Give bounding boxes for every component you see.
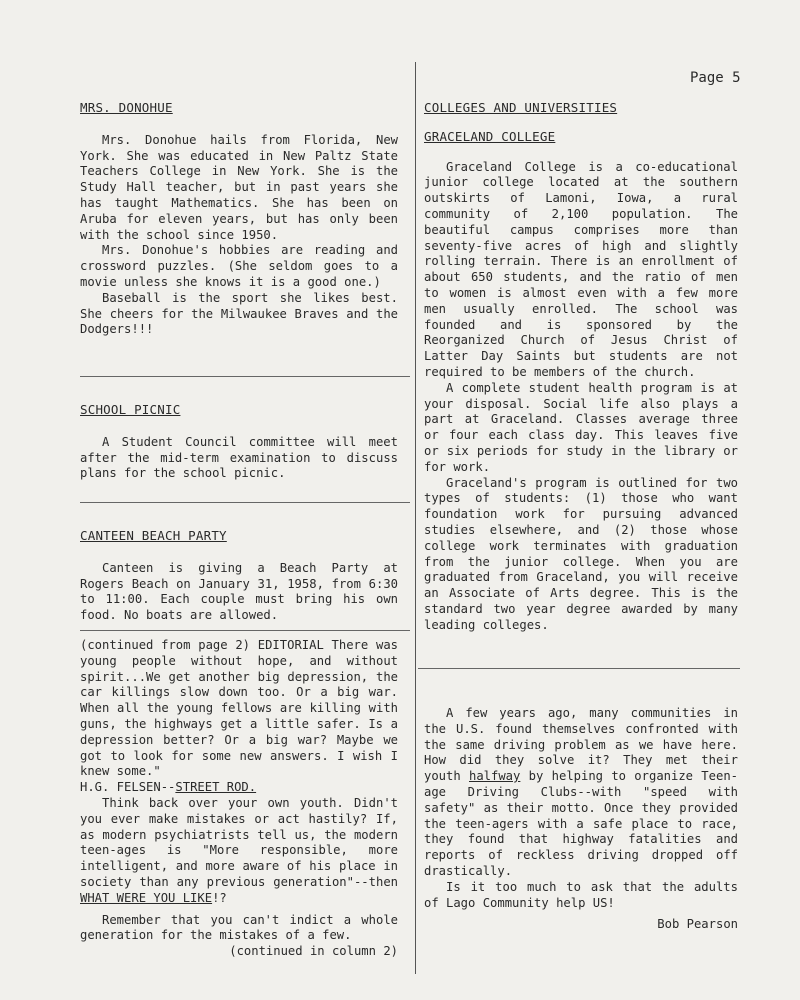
driving-paragraph-2: Is it too much to ask that the adults of Lago Community help US! (424, 879, 738, 910)
driving-signature: Bob Pearson (657, 917, 738, 932)
column-divider (415, 62, 416, 974)
colleges-article (424, 100, 738, 634)
section-rule (80, 502, 410, 503)
graceland-subheading: GRACELAND COLLEGE (424, 128, 556, 144)
editorial-paragraph-3: Remember that you can't indict a whole generation for the mistakes of a few. (80, 912, 398, 943)
credit-title: STREET ROD. (175, 780, 257, 795)
graceland-paragraph-3: Graceland's program is outlined for two types of students: (1) those who want foundation work for pursuing advanced studies elsewhere, and (2) those whose college work terminates with graduation from the junior college. When you are graduated from Graceland, you will receive an Associate of Arts degree. This is the standard two year degree awarded by many leading colleges. (424, 475, 738, 632)
driving-emphasis: halfway (469, 769, 521, 784)
driving-text: A few years ago, many communities in the U.S. found themselves confronted with the same driving problem as we have here. How did they solve it? They met their youth (424, 706, 738, 784)
canteen-article (80, 528, 398, 624)
driving-paragraph-1 (424, 706, 738, 880)
donohue-paragraph-1: Mrs. Donohue hails from Florida, New York. She was educated in New Paltz State Teachers College in New York. She is the Study Hall teacher, but in past years she has taught Mathematics. She has been on Aruba for eleven years, but has only been with the school since 1950. (80, 132, 398, 242)
editorial-paragraph-2 (80, 796, 398, 907)
donohue-heading: MRS. DONOHUE (80, 100, 173, 115)
editorial-emphasis: WHAT WERE YOU LIKE (80, 890, 213, 905)
editorial-text: Think back over your own youth. Didn't you ever make mistakes or act hastily? If, as modern psychiatrists tell us, the modern teen-ages is "More responsible, more intelligent, and more aware of his place in society than any previous generation"--then (80, 795, 398, 889)
editorial-paragraph-1: (continued from page 2) EDITORIAL There was young people without hope, and without spirit...We get another big depression, the car killings slow down too. Or a big war. When all the young fellows are killing with guns, the highways get a little safer. Is a depression better? Or a big war? Maybe we got to look for some new answers. I wish I knew some." (80, 638, 398, 779)
graceland-paragraph-1: Graceland College is a co-educational junior college located at the southern outskirts of Lamoni, Iowa, a rural community of 2,100 population. The beautiful campus comprises more than seventy-five acres of high and slightly rolling terrain. There is an enrollment of about 650 students, and the ratio of men to women is almost even with a few more men usually enrolled. The school was founded and is sponsored by the Reorganized Church of Jesus Christ of Latter Day Saints but students are not required to be members of the church. (424, 159, 738, 379)
driving-article (424, 706, 738, 933)
donohue-article (80, 100, 398, 338)
editorial-continued-note: (continued in column 2) (229, 944, 398, 959)
editorial-credit (80, 780, 398, 796)
section-rule (418, 668, 740, 669)
picnic-paragraph: A Student Council committee will meet after the mid-term examination to discuss plans for the school picnic. (80, 434, 398, 481)
picnic-article (80, 402, 398, 482)
section-rule (80, 630, 410, 631)
editorial-continued (80, 638, 398, 960)
canteen-paragraph: Canteen is giving a Beach Party at Rogers Beach on January 31, 1958, from 6:30 to 11:00. Each couple must bring his own food. No boats are allowed. (80, 560, 398, 623)
page-number: Page 5 (690, 70, 741, 86)
donohue-paragraph-3: Baseball is the sport she likes best. She cheers for the Milwaukee Braves and the Dodgers!!! (80, 290, 398, 337)
graceland-paragraph-2: A complete student health program is at your disposal. Social life also plays a part at Graceland. Classes average three or four each class day. This leaves five or six periods for study in the library or for work. (424, 380, 738, 474)
canteen-heading: CANTEEN BEACH PARTY (80, 528, 227, 543)
section-rule (80, 376, 410, 377)
editorial-text-end: !? (212, 890, 227, 905)
driving-text-end: by helping to organize Teen-age Driving Clubs--with "speed with safety" as their motto. Once they provided the teen-agers with a safe place to race, they found that highway fatalities and reports of reckless driving dropped off drastically. (424, 769, 738, 878)
colleges-heading: COLLEGES AND UNIVERSITIES (424, 100, 618, 115)
picnic-heading: SCHOOL PICNIC (80, 402, 181, 417)
credit-author: H.G. FELSEN-- (80, 780, 176, 795)
donohue-paragraph-2: Mrs. Donohue's hobbies are reading and crossword puzzles. (She seldom goes to a movie unless she knows it is a good one.) (80, 243, 398, 289)
